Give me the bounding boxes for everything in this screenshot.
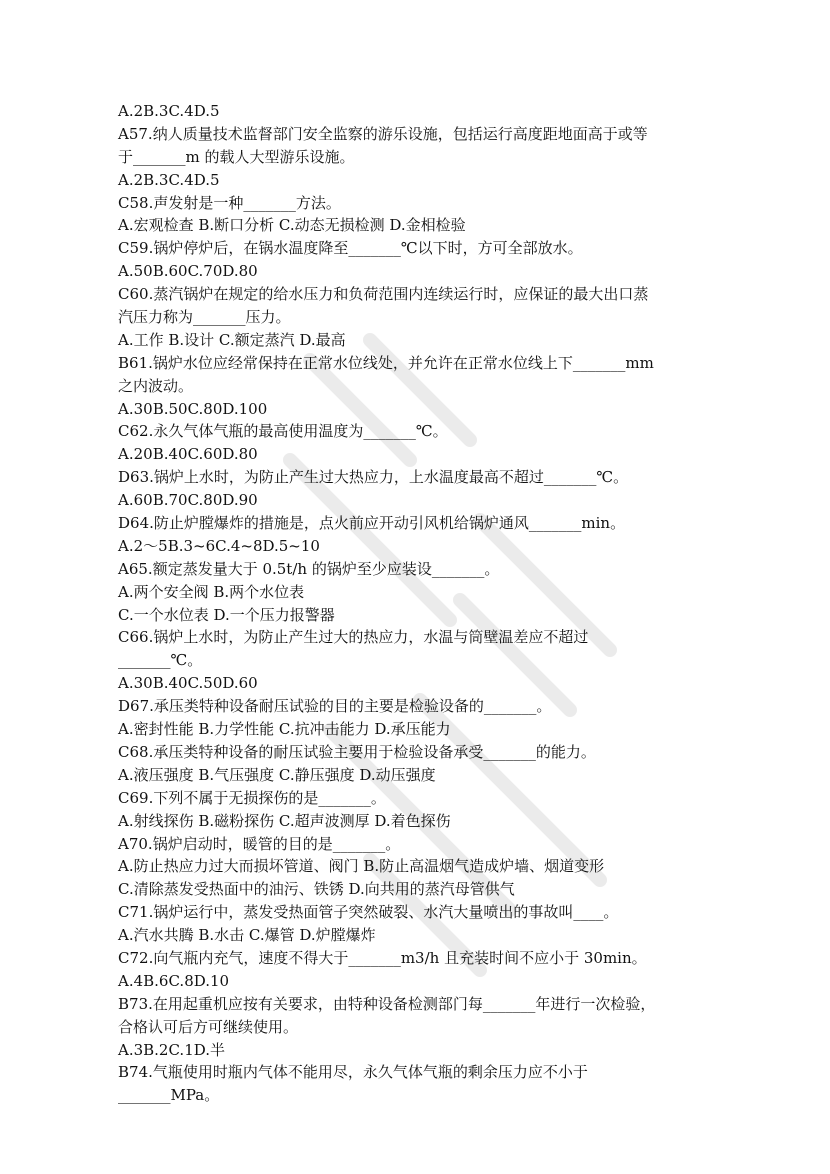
- text-line: 合格认可后方可继续使用。: [118, 1017, 299, 1036]
- text-line: A.30B.50C.80D.100: [118, 399, 268, 418]
- text-line: A65.额定蒸发量大于 0.5t/h 的锅炉至少应装设_______。: [118, 559, 500, 578]
- text-line: B73.在用起重机应按有关要求，由特种设备检测部门每_______年进行一次检验，: [118, 994, 656, 1013]
- text-line: C69.下列不属于无损探伤的是_______。: [118, 788, 386, 807]
- text-line: A.射线探伤 B.磁粉探伤 C.超声波测厚 D.着色探伤: [118, 811, 451, 830]
- text-line: 汽压力称为_______压力。: [118, 308, 291, 327]
- text-line: A.50B.60C.70D.80: [118, 262, 258, 281]
- text-line: 于_______m 的载人大型游乐设施。: [118, 147, 355, 166]
- text-line: A.宏观检查 B.断口分析 C.动态无损检测 D.金相检验: [118, 216, 466, 235]
- text-line: A.4B.6C.8D.10: [118, 971, 230, 990]
- text-line: A.60B.70C.80D.90: [118, 491, 258, 510]
- text-line: C58.声发射是一种_______方法。: [118, 193, 341, 212]
- text-line: A.2～5B.3~6C.4~8D.5~10: [118, 536, 320, 555]
- text-line: B74.气瓶使用时瓶内气体不能用尽，永久气体气瓶的剩余压力应不小于: [118, 1063, 588, 1082]
- text-line: B61.锅炉水位应经常保持在正常水位线处，并允许在正常水位线上下_______mm: [118, 353, 654, 372]
- text-line: A.2B.3C.4D.5: [118, 102, 220, 120]
- text-line: A57.纳人质量技术监督部门安全监察的游乐设施，包括运行高度距地面高于或等: [118, 124, 648, 143]
- text-line: C60.蒸汽锅炉在规定的给水压力和负荷范围内连续运行时，应保证的最大出口蒸: [118, 285, 649, 304]
- text-line: _______℃。: [118, 651, 203, 670]
- text-line: A.液压强度 B.气压强度 C.静压强度 D.动压强度: [118, 765, 436, 784]
- text-line: A.两个安全阀 B.两个水位表: [118, 582, 305, 601]
- text-line: A.20B.40C.60D.80: [118, 445, 258, 464]
- text-line: C72.向气瓶内充气，速度不得大于_______m3/h 且充装时间不应小于 30min。: [118, 948, 647, 967]
- text-line: C68.承压类特种设备的耐压试验主要用于检验设备承受_______的能力。: [118, 742, 596, 761]
- text-line: D67.承压类特种设备耐压试验的目的主要是检验设备的_______。: [118, 697, 552, 716]
- text-line: C62.永久气体气瓶的最高使用温度为_______℃。: [118, 422, 448, 441]
- text-line: A.汽水共腾 B.水击 C.爆管 D.炉膛爆炸: [118, 926, 376, 945]
- text-line: C71.锅炉运行中，蒸发受热面管子突然破裂、水汽大量喷出的事故叫____。: [118, 903, 619, 922]
- text-line: A.30B.40C.50D.60: [118, 674, 258, 693]
- text-line: A.3B.2C.1D.半: [118, 1040, 225, 1059]
- text-line: A.2B.3C.4D.5: [118, 170, 220, 189]
- text-line: 之内波动。: [118, 376, 194, 395]
- text-line: C.一个水位表 D.一个压力报警器: [118, 605, 335, 624]
- text-line: D63.锅炉上水时，为防止产生过大热应力，上水温度最高不超过_______℃。: [118, 468, 629, 487]
- text-line: D64.防止炉膛爆炸的措施是，点火前应开动引风机给锅炉通风_______min。: [118, 514, 626, 533]
- question-list: [118, 100, 714, 1107]
- text-line: C.清除蒸发受热面中的油污、铁锈 D.向共用的蒸汽母管供气: [118, 880, 515, 899]
- text-line: A.密封性能 B.力学性能 C.抗冲击能力 D.承压能力: [118, 720, 451, 739]
- text-line: _______MPa。: [118, 1086, 220, 1105]
- text-line: A70.锅炉启动时，暖管的目的是_______。: [118, 834, 401, 853]
- text-line: A.防止热应力过大而损坏管道、阀门 B.防止高温烟气造成炉墙、烟道变形: [118, 857, 605, 876]
- text-line: C59.锅炉停炉后，在锅水温度降至_______℃以下时，方可全部放水。: [118, 239, 583, 258]
- text-line: A.工作 B.设计 C.额定蒸汽 D.最高: [118, 330, 346, 349]
- text-line: C66.锅炉上水时，为防止产生过大的热应力，水温与筒壁温差应不超过: [118, 628, 589, 647]
